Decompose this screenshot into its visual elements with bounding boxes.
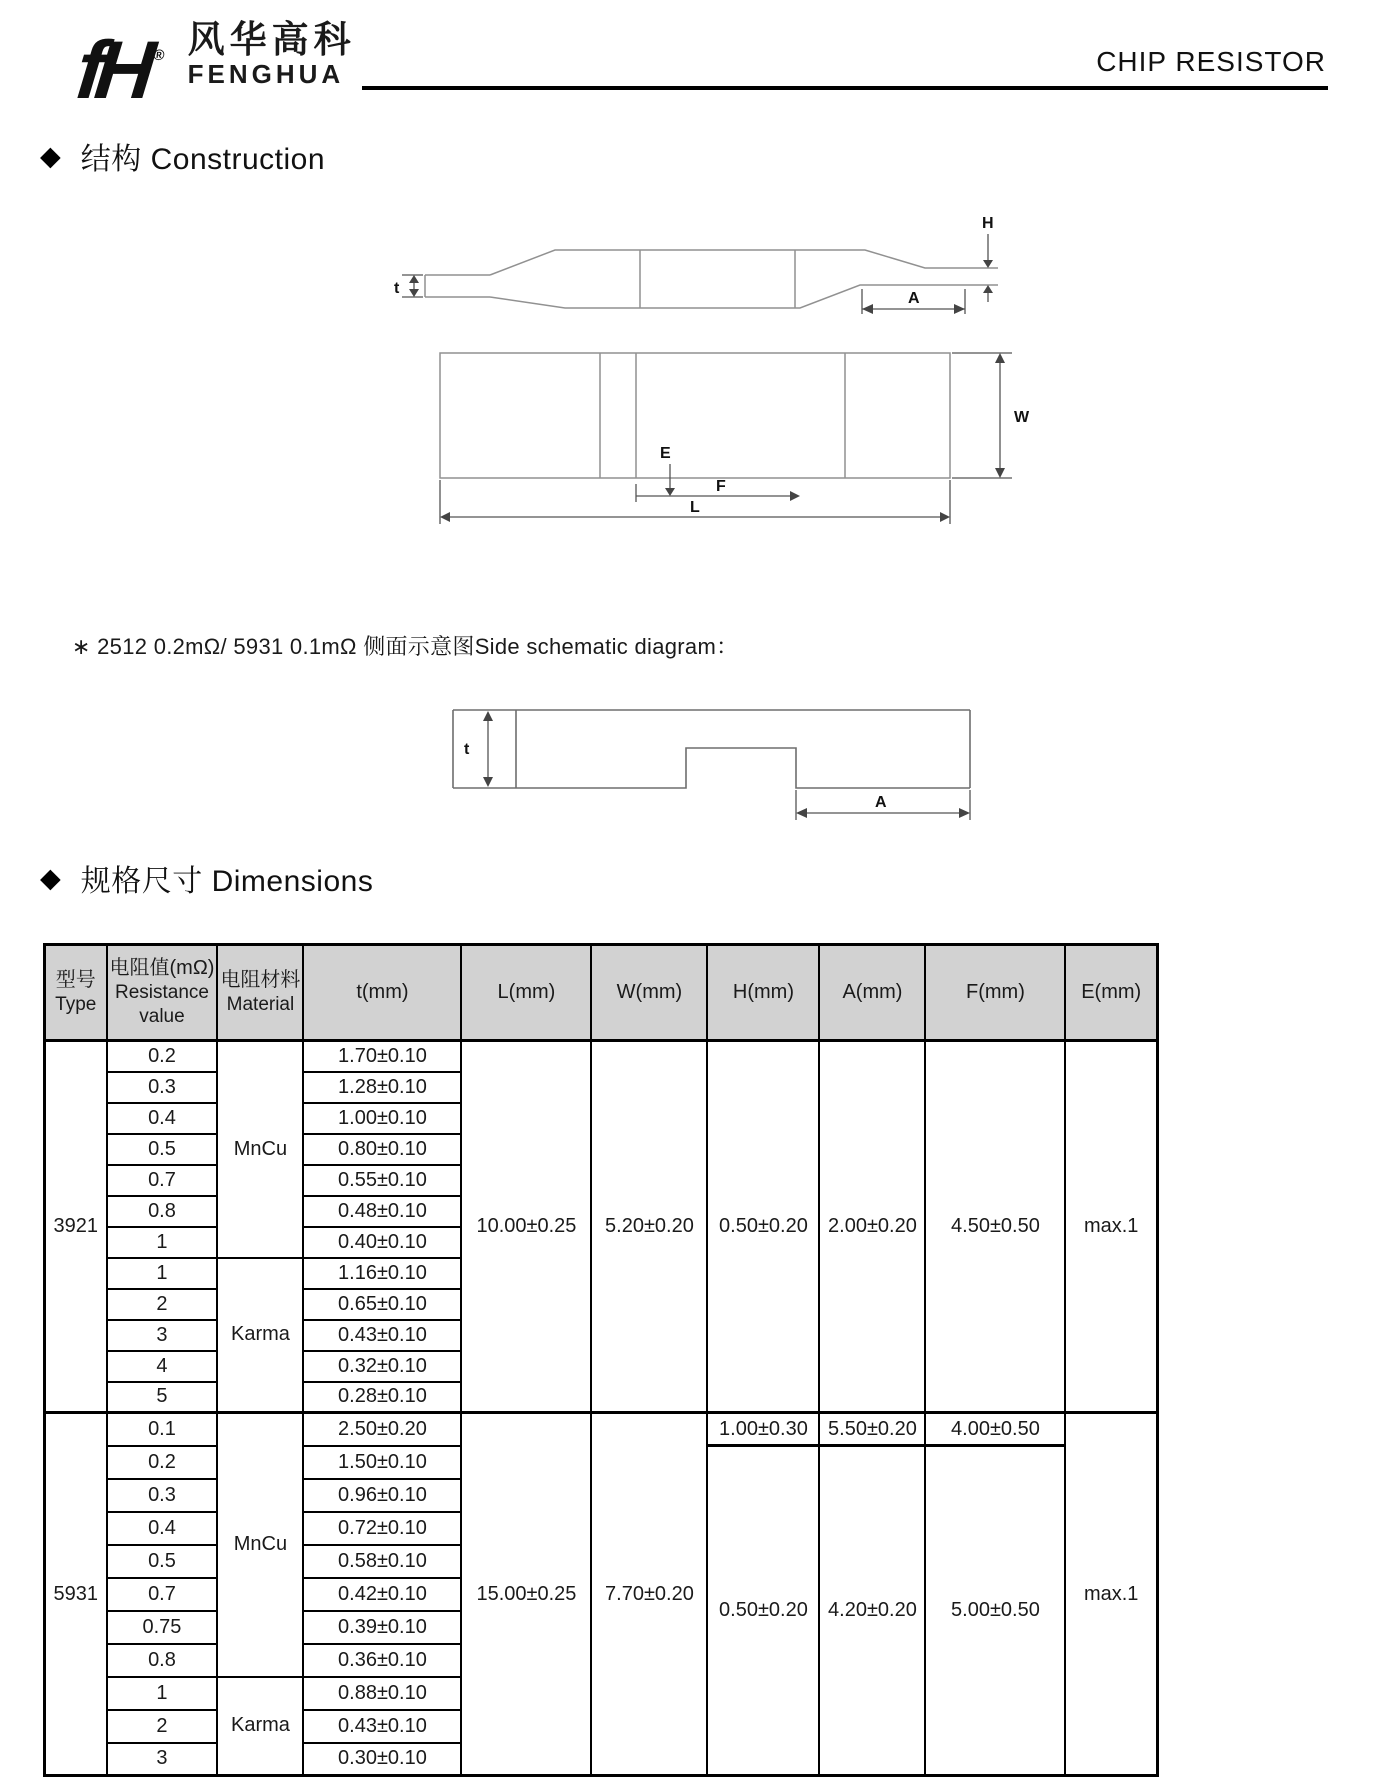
- table-group-3921: [45, 1041, 1158, 1413]
- t-cell: 2.50±0.20: [303, 1413, 461, 1446]
- dim-label-A: A: [908, 290, 920, 307]
- table-row: [45, 1041, 1158, 1072]
- resistance-cell: 2: [107, 1710, 218, 1743]
- A-cell: 5.50±0.20: [819, 1413, 925, 1446]
- dim-label-E: E: [660, 445, 671, 462]
- resistance-cell: 0.4: [107, 1512, 218, 1545]
- dimension-arrows: [483, 711, 970, 818]
- t-cell: 0.42±0.10: [303, 1578, 461, 1611]
- t-cell: 1.50±0.10: [303, 1446, 461, 1479]
- t-cell: 0.65±0.10: [303, 1289, 461, 1320]
- table-group-5931: [45, 1413, 1158, 1776]
- resistance-cell: 0.75: [107, 1611, 218, 1644]
- t-cell: 1.70±0.10: [303, 1041, 461, 1072]
- resistance-cell: 0.7: [107, 1165, 218, 1196]
- t-cell: 0.43±0.10: [303, 1710, 461, 1743]
- dim-label-t: t: [394, 280, 400, 297]
- t-cell: 0.48±0.10: [303, 1196, 461, 1227]
- resistance-cell: 0.8: [107, 1196, 218, 1227]
- table-row: [45, 1413, 1158, 1446]
- side-schematic-note: ∗ 2512 0.2mΩ/ 5931 0.1mΩ 侧面示意图Side schematic diagram：: [72, 634, 739, 659]
- header-en: Resistance: [114, 982, 209, 1004]
- resistance-cell: 1: [107, 1227, 218, 1258]
- resistance-cell: 2: [107, 1289, 218, 1320]
- H-cell: 0.50±0.20: [707, 1041, 819, 1413]
- F-cell: 4.00±0.50: [925, 1413, 1065, 1446]
- resistance-cell: 0.5: [107, 1134, 218, 1165]
- resistance-cell: 1: [107, 1677, 218, 1710]
- dim-label-F: F: [716, 478, 726, 495]
- brand-name-cn: 风华高科: [187, 19, 356, 60]
- col-header-resistance: [107, 945, 218, 1041]
- doc-title: CHIP RESISTOR: [1096, 46, 1326, 77]
- resistance-cell: 0.4: [107, 1103, 218, 1134]
- col-header-L: L(mm): [461, 945, 591, 1041]
- table-header-row: [45, 945, 1158, 1041]
- header-cn: 型号: [55, 969, 96, 992]
- A-cell: 4.20±0.20: [819, 1446, 925, 1776]
- t-cell: 0.40±0.10: [303, 1227, 461, 1258]
- header-en: Type: [55, 994, 97, 1016]
- t-cell: 0.28±0.10: [303, 1382, 461, 1413]
- brand-header: [72, 12, 356, 116]
- header-rule: [362, 86, 1328, 90]
- side-view-diagram: [350, 190, 1010, 325]
- dim-label-L: L: [690, 499, 700, 516]
- col-header-type: [45, 945, 107, 1041]
- brand-names: [188, 20, 356, 87]
- material-cell: Karma: [217, 1258, 303, 1413]
- H-cell: 0.50±0.20: [707, 1446, 819, 1776]
- dimensions-table: [43, 943, 1159, 1777]
- E-cell: max.1: [1065, 1413, 1157, 1776]
- resistance-cell: 0.3: [107, 1479, 218, 1512]
- E-cell: max.1: [1065, 1041, 1157, 1413]
- dim-label-H: H: [982, 215, 994, 232]
- resistance-cell: 3: [107, 1743, 218, 1776]
- L-cell: 15.00±0.25: [461, 1413, 591, 1776]
- dim-label-A: A: [875, 794, 887, 811]
- registered-trademark-icon: ®: [152, 47, 166, 64]
- t-cell: 0.32±0.10: [303, 1351, 461, 1382]
- t-cell: 0.80±0.10: [303, 1134, 461, 1165]
- F-cell: 4.50±0.50: [925, 1041, 1065, 1413]
- fenghua-logo-icon: [73, 12, 169, 115]
- material-cell: Karma: [217, 1677, 303, 1776]
- resistance-cell: 1: [107, 1258, 218, 1289]
- section-header-construction: [40, 134, 325, 178]
- dimension-lines: [440, 353, 1012, 524]
- t-cell: 1.16±0.10: [303, 1258, 461, 1289]
- section-header-dimensions: [40, 856, 373, 900]
- W-cell: 7.70±0.20: [591, 1413, 707, 1776]
- t-cell: 0.58±0.10: [303, 1545, 461, 1578]
- col-header-W: W(mm): [591, 945, 707, 1041]
- header-en: Material: [226, 994, 295, 1016]
- W-cell: 5.20±0.20: [591, 1041, 707, 1413]
- t-cell: 0.88±0.10: [303, 1677, 461, 1710]
- section-title: 结构 Construction: [80, 143, 326, 176]
- type-cell: 5931: [45, 1413, 107, 1776]
- table-header: [45, 945, 1158, 1041]
- type-cell: 3921: [45, 1041, 107, 1413]
- material-cell: MnCu: [217, 1413, 303, 1677]
- brand-name-en: FENGHUA: [187, 58, 345, 89]
- resistance-cell: 4: [107, 1351, 218, 1382]
- resistance-cell: 0.3: [107, 1072, 218, 1103]
- diamond-bullet-icon: ◆: [40, 140, 61, 171]
- resistance-cell: 0.1: [107, 1413, 218, 1446]
- resistance-cell: 5: [107, 1382, 218, 1413]
- side-schematic-diagram: [398, 690, 998, 840]
- F-cell: 5.00±0.50: [925, 1446, 1065, 1776]
- resistance-cell: 3: [107, 1320, 218, 1351]
- t-cell: 1.28±0.10: [303, 1072, 461, 1103]
- header-cn: 电阻材料: [220, 969, 301, 992]
- col-header-t: t(mm): [303, 945, 461, 1041]
- header-cn: 电阻值(mΩ): [109, 957, 215, 980]
- top-view-diagram: [400, 338, 1060, 543]
- A-cell: 2.00±0.20: [819, 1041, 925, 1413]
- section-title: 规格尺寸 Dimensions: [80, 865, 374, 898]
- col-header-F: F(mm): [925, 945, 1065, 1041]
- H-cell: 1.00±0.30: [707, 1413, 819, 1446]
- t-cell: 0.30±0.10: [303, 1743, 461, 1776]
- diamond-bullet-icon: ◆: [40, 862, 61, 893]
- resistor-topview-outline: [440, 353, 950, 478]
- t-cell: 1.00±0.10: [303, 1103, 461, 1134]
- schematic-outline: [453, 710, 970, 788]
- col-header-material: [217, 945, 303, 1041]
- dim-label-W: W: [1014, 409, 1030, 426]
- resistance-cell: 0.5: [107, 1545, 218, 1578]
- col-header-A: A(mm): [819, 945, 925, 1041]
- resistance-cell: 0.7: [107, 1578, 218, 1611]
- dimension-arrows: [409, 260, 993, 314]
- t-cell: 0.96±0.10: [303, 1479, 461, 1512]
- dimension-lines: [402, 234, 988, 314]
- header-en: value: [139, 1006, 185, 1027]
- resistance-cell: 0.2: [107, 1041, 218, 1072]
- t-cell: 0.72±0.10: [303, 1512, 461, 1545]
- col-header-E: E(mm): [1065, 945, 1157, 1041]
- t-cell: 0.43±0.10: [303, 1320, 461, 1351]
- t-cell: 0.39±0.10: [303, 1611, 461, 1644]
- t-cell: 0.36±0.10: [303, 1644, 461, 1677]
- dimension-lines: [488, 720, 970, 820]
- col-header-H: H(mm): [707, 945, 819, 1041]
- logo-monogram: fH: [72, 25, 151, 116]
- t-cell: 0.55±0.10: [303, 1165, 461, 1196]
- resistance-cell: 0.2: [107, 1446, 218, 1479]
- dim-label-t: t: [464, 741, 470, 758]
- material-cell: MnCu: [217, 1041, 303, 1258]
- resistance-cell: 0.8: [107, 1644, 218, 1677]
- L-cell: 10.00±0.25: [461, 1041, 591, 1413]
